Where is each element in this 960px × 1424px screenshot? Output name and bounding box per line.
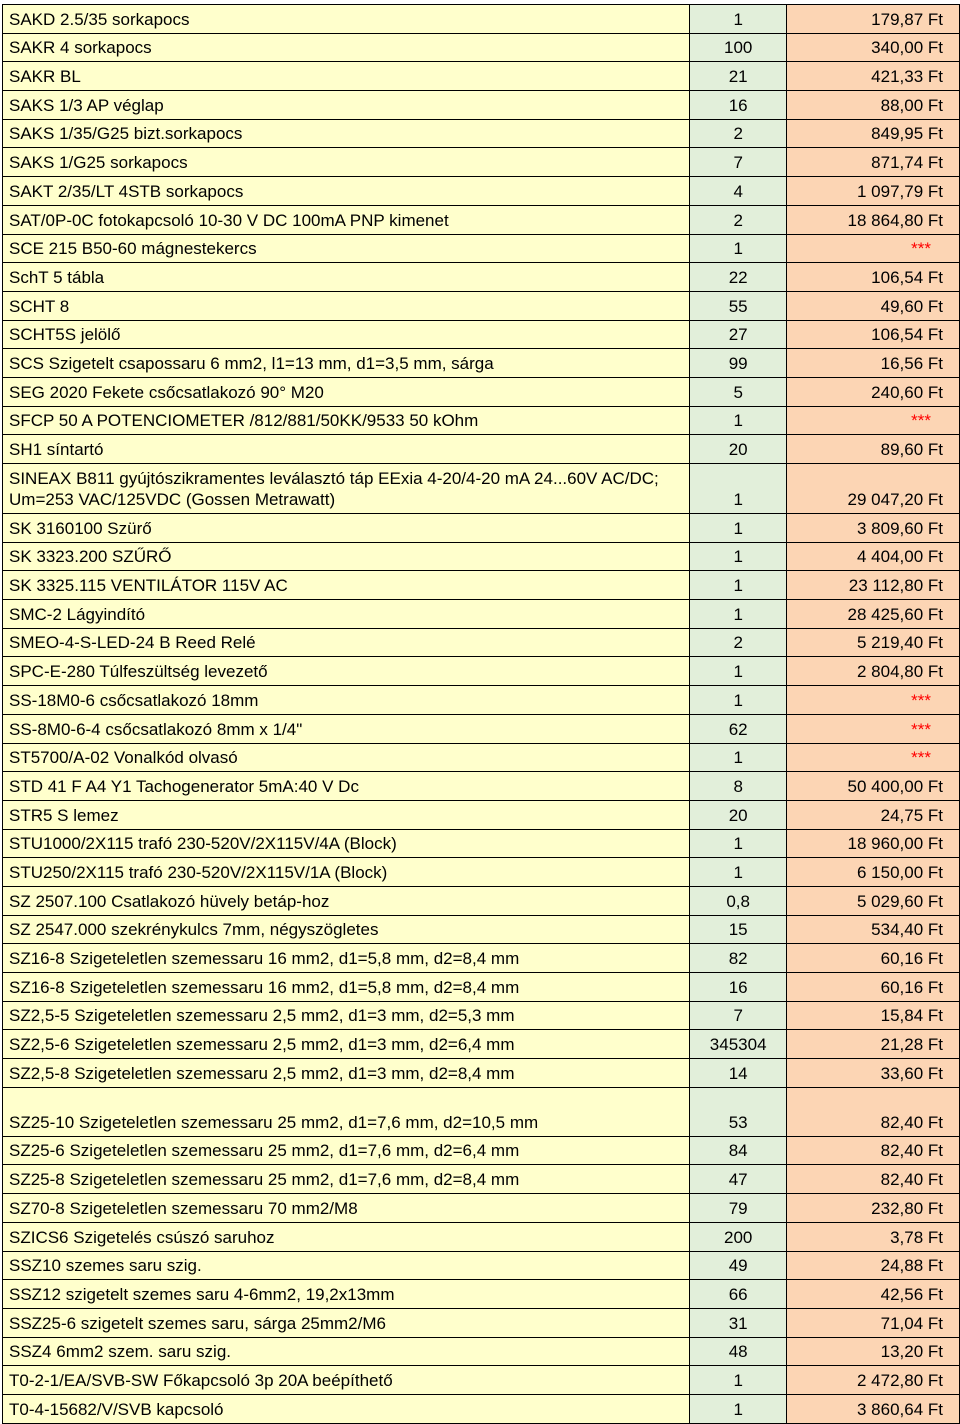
item-quantity-cell: 47: [689, 1165, 786, 1194]
item-price-cell: 82,40 Ft: [787, 1087, 960, 1136]
table-row: [3, 291, 960, 320]
item-name-cell: STU1000/2X115 trafó 230-520V/2X115V/4A (Block): [3, 829, 690, 858]
item-quantity-cell: 49: [689, 1251, 786, 1280]
table-row: [3, 406, 960, 435]
table-row: [3, 714, 960, 743]
table-row: [3, 1394, 960, 1423]
item-quantity-cell: 48: [689, 1337, 786, 1366]
item-quantity-cell: 15: [689, 915, 786, 944]
item-name-cell: SCS Szigetelt csapossaru 6 mm2, l1=13 mm, d1=3,5 mm, sárga: [3, 349, 690, 378]
item-price-cell: 24,88 Ft: [787, 1251, 960, 1280]
table-row: [3, 234, 960, 263]
table-row: [3, 1366, 960, 1395]
item-price-cell: 5 029,60 Ft: [787, 886, 960, 915]
table-row: [3, 1001, 960, 1030]
table-row: [3, 1136, 960, 1165]
item-price-cell: 1 097,79 Ft: [787, 177, 960, 206]
item-name-cell: SZ2,5-6 Szigeteletlen szemessaru 2,5 mm2, d1=3 mm, d2=6,4 mm: [3, 1030, 690, 1059]
item-price-cell: 23 112,80 Ft: [787, 571, 960, 600]
table-body: [3, 5, 960, 1424]
table-row: [3, 800, 960, 829]
item-name-cell: SEG 2020 Fekete csőcsatlakozó 90° M20: [3, 377, 690, 406]
table-row: [3, 377, 960, 406]
item-price-cell: 82,40 Ft: [787, 1136, 960, 1165]
item-quantity-cell: 1: [689, 1394, 786, 1423]
item-name-cell: SZ16-8 Szigeteletlen szemessaru 16 mm2, d1=5,8 mm, d2=8,4 mm: [3, 944, 690, 973]
item-price-cell: ***: [787, 234, 960, 263]
item-name-cell: SCHT5S jelölő: [3, 320, 690, 349]
table-row: [3, 628, 960, 657]
item-quantity-cell: 62: [689, 714, 786, 743]
item-price-cell: 16,56 Ft: [787, 349, 960, 378]
item-quantity-cell: 345304: [689, 1030, 786, 1059]
item-quantity-cell: 1: [689, 571, 786, 600]
table-row: [3, 657, 960, 686]
table-row: [3, 205, 960, 234]
item-name-cell: SAKT 2/35/LT 4STB sorkapocs: [3, 177, 690, 206]
item-name-cell: SS-8M0-6-4 csőcsatlakozó 8mm x 1/4": [3, 714, 690, 743]
item-price-cell: 2 472,80 Ft: [787, 1366, 960, 1395]
item-price-cell: 49,60 Ft: [787, 291, 960, 320]
item-name-cell: ST5700/A-02 Vonalkód olvasó: [3, 743, 690, 772]
item-price-cell: ***: [787, 686, 960, 715]
item-name-cell: SH1 síntartó: [3, 435, 690, 464]
item-quantity-cell: 1: [689, 514, 786, 543]
item-quantity-cell: 31: [689, 1308, 786, 1337]
item-price-cell: ***: [787, 743, 960, 772]
item-name-cell: SAKS 1/35/G25 bizt.sorkapocs: [3, 119, 690, 148]
parts-price-table: [2, 4, 960, 1424]
item-name-cell: SZ25-10 Szigeteletlen szemessaru 25 mm2, d1=7,6 mm, d2=10,5 mm: [3, 1087, 690, 1136]
item-name-cell: SMC-2 Lágyindító: [3, 600, 690, 629]
item-price-cell: 13,20 Ft: [787, 1337, 960, 1366]
item-price-cell: 33,60 Ft: [787, 1059, 960, 1088]
item-quantity-cell: 7: [689, 148, 786, 177]
table-row: [3, 514, 960, 543]
item-quantity-cell: 1: [689, 406, 786, 435]
item-name-cell: SCHT 8: [3, 291, 690, 320]
item-name-cell: T0-2-1/EA/SVB-SW Főkapcsoló 3p 20A beépíthető: [3, 1366, 690, 1395]
item-quantity-cell: 82: [689, 944, 786, 973]
item-price-cell: 88,00 Ft: [787, 91, 960, 120]
item-quantity-cell: 21: [689, 62, 786, 91]
item-price-cell: 18 960,00 Ft: [787, 829, 960, 858]
item-quantity-cell: 1: [689, 829, 786, 858]
table-row: [3, 571, 960, 600]
item-name-cell: SK 3323.200 SZŰRŐ: [3, 542, 690, 571]
item-price-cell: ***: [787, 406, 960, 435]
item-price-cell: 18 864,80 Ft: [787, 205, 960, 234]
item-name-cell: SZ2,5-8 Szigeteletlen szemessaru 2,5 mm2, d1=3 mm, d2=8,4 mm: [3, 1059, 690, 1088]
table-row: [3, 858, 960, 887]
item-name-cell: SchT 5 tábla: [3, 263, 690, 292]
item-name-cell: STD 41 F A4 Y1 Tachogenerator 5mA:40 V Dc: [3, 772, 690, 801]
item-price-cell: 240,60 Ft: [787, 377, 960, 406]
item-price-cell: 89,60 Ft: [787, 435, 960, 464]
item-name-cell: SZ2,5-5 Szigeteletlen szemessaru 2,5 mm2, d1=3 mm, d2=5,3 mm: [3, 1001, 690, 1030]
item-price-cell: 4 404,00 Ft: [787, 542, 960, 571]
item-name-cell: SS-18M0-6 csőcsatlakozó 18mm: [3, 686, 690, 715]
item-price-cell: 3 809,60 Ft: [787, 514, 960, 543]
item-name-cell: SZ25-8 Szigeteletlen szemessaru 25 mm2, d1=7,6 mm, d2=8,4 mm: [3, 1165, 690, 1194]
item-price-cell: 71,04 Ft: [787, 1308, 960, 1337]
table-row: [3, 1030, 960, 1059]
table-row: [3, 33, 960, 62]
item-name-cell: SFCP 50 A POTENCIOMETER /812/881/50KK/9533 50 kOhm: [3, 406, 690, 435]
table-row: [3, 119, 960, 148]
table-row: [3, 1222, 960, 1251]
table-row: [3, 743, 960, 772]
item-name-cell: STU250/2X115 trafó 230-520V/2X115V/1A (Block): [3, 858, 690, 887]
item-quantity-cell: 100: [689, 33, 786, 62]
item-quantity-cell: 16: [689, 91, 786, 120]
table-row: [3, 1165, 960, 1194]
table-row: [3, 886, 960, 915]
item-quantity-cell: 1: [689, 686, 786, 715]
item-quantity-cell: 66: [689, 1280, 786, 1309]
item-quantity-cell: 84: [689, 1136, 786, 1165]
item-price-cell: 849,95 Ft: [787, 119, 960, 148]
table-row: [3, 349, 960, 378]
item-quantity-cell: 8: [689, 772, 786, 801]
item-quantity-cell: 1: [689, 464, 786, 514]
item-name-cell: SZ 2507.100 Csatlakozó hüvely betáp-hoz: [3, 886, 690, 915]
item-quantity-cell: 27: [689, 320, 786, 349]
item-name-cell: SSZ4 6mm2 szem. saru szig.: [3, 1337, 690, 1366]
item-price-cell: 15,84 Ft: [787, 1001, 960, 1030]
item-quantity-cell: 55: [689, 291, 786, 320]
item-price-cell: 3 860,64 Ft: [787, 1394, 960, 1423]
table-row: [3, 1251, 960, 1280]
item-quantity-cell: 1: [689, 5, 786, 34]
item-quantity-cell: 79: [689, 1194, 786, 1223]
item-price-cell: 232,80 Ft: [787, 1194, 960, 1223]
item-price-cell: 421,33 Ft: [787, 62, 960, 91]
table-row: [3, 464, 960, 514]
table-row: [3, 62, 960, 91]
table-row: [3, 915, 960, 944]
item-price-cell: 50 400,00 Ft: [787, 772, 960, 801]
item-quantity-cell: 1: [689, 858, 786, 887]
item-price-cell: 871,74 Ft: [787, 148, 960, 177]
item-quantity-cell: 2: [689, 119, 786, 148]
item-price-cell: 3,78 Ft: [787, 1222, 960, 1251]
item-quantity-cell: 4: [689, 177, 786, 206]
item-name-cell: SPC-E-280 Túlfeszültség levezető: [3, 657, 690, 686]
item-name-cell: SMEO-4-S-LED-24 B Reed Relé: [3, 628, 690, 657]
item-quantity-cell: 53: [689, 1087, 786, 1136]
item-quantity-cell: 20: [689, 435, 786, 464]
item-price-cell: 5 219,40 Ft: [787, 628, 960, 657]
table-row: [3, 1059, 960, 1088]
item-quantity-cell: 16: [689, 973, 786, 1002]
table-row: [3, 320, 960, 349]
item-name-cell: SZ25-6 Szigeteletlen szemessaru 25 mm2, d1=7,6 mm, d2=6,4 mm: [3, 1136, 690, 1165]
item-price-cell: ***: [787, 714, 960, 743]
item-price-cell: 24,75 Ft: [787, 800, 960, 829]
item-quantity-cell: 7: [689, 1001, 786, 1030]
item-price-cell: 179,87 Ft: [787, 5, 960, 34]
item-quantity-cell: 20: [689, 800, 786, 829]
table-row: [3, 177, 960, 206]
item-name-cell: SK 3160100 Szürő: [3, 514, 690, 543]
item-name-cell: SSZ10 szemes saru szig.: [3, 1251, 690, 1280]
item-name-cell: SSZ12 szigetelt szemes saru 4-6mm2, 19,2x13mm: [3, 1280, 690, 1309]
item-name-cell: SINEAX B811 gyújtószikramentes leválasztó táp EExia 4-20/4-20 mA 24...60V AC/DC; Um=253 VAC/125VDC (Gossen Metrawatt): [3, 464, 690, 514]
item-quantity-cell: 2: [689, 205, 786, 234]
item-quantity-cell: 22: [689, 263, 786, 292]
item-price-cell: 42,56 Ft: [787, 1280, 960, 1309]
table-row: [3, 772, 960, 801]
item-price-cell: 106,54 Ft: [787, 320, 960, 349]
item-name-cell: SZ16-8 Szigeteletlen szemessaru 16 mm2, d1=5,8 mm, d2=8,4 mm: [3, 973, 690, 1002]
item-name-cell: SZ 2547.000 szekrénykulcs 7mm, négyszögletes: [3, 915, 690, 944]
item-quantity-cell: 5: [689, 377, 786, 406]
item-quantity-cell: 1: [689, 600, 786, 629]
item-price-cell: 340,00 Ft: [787, 33, 960, 62]
item-quantity-cell: 1: [689, 657, 786, 686]
item-name-cell: SCE 215 B50-60 mágnestekercs: [3, 234, 690, 263]
item-price-cell: 60,16 Ft: [787, 973, 960, 1002]
item-quantity-cell: 14: [689, 1059, 786, 1088]
item-quantity-cell: 1: [689, 542, 786, 571]
item-price-cell: 29 047,20 Ft: [787, 464, 960, 514]
table-row: [3, 1280, 960, 1309]
item-price-cell: 6 150,00 Ft: [787, 858, 960, 887]
item-name-cell: STR5 S lemez: [3, 800, 690, 829]
table-row: [3, 435, 960, 464]
item-price-cell: 534,40 Ft: [787, 915, 960, 944]
table-row: [3, 91, 960, 120]
table-row: [3, 1308, 960, 1337]
item-quantity-cell: 200: [689, 1222, 786, 1251]
table-row: [3, 600, 960, 629]
item-price-cell: 106,54 Ft: [787, 263, 960, 292]
item-name-cell: SAT/0P-0C fotokapcsoló 10-30 V DC 100mA PNP kimenet: [3, 205, 690, 234]
item-quantity-cell: 0,8: [689, 886, 786, 915]
item-price-cell: 82,40 Ft: [787, 1165, 960, 1194]
table-row: [3, 829, 960, 858]
item-name-cell: SAKR 4 sorkapocs: [3, 33, 690, 62]
item-name-cell: SAKS 1/G25 sorkapocs: [3, 148, 690, 177]
item-quantity-cell: 99: [689, 349, 786, 378]
table-row: [3, 1087, 960, 1136]
table-row: [3, 148, 960, 177]
table-row: [3, 973, 960, 1002]
item-name-cell: T0-4-15682/V/SVB kapcsoló: [3, 1394, 690, 1423]
item-name-cell: SZ70-8 Szigeteletlen szemessaru 70 mm2/M8: [3, 1194, 690, 1223]
table-row: [3, 686, 960, 715]
table-row: [3, 5, 960, 34]
table-row: [3, 944, 960, 973]
item-name-cell: SAKR BL: [3, 62, 690, 91]
item-price-cell: 2 804,80 Ft: [787, 657, 960, 686]
item-price-cell: 60,16 Ft: [787, 944, 960, 973]
item-name-cell: SSZ25-6 szigetelt szemes saru, sárga 25mm2/M6: [3, 1308, 690, 1337]
item-quantity-cell: 2: [689, 628, 786, 657]
item-quantity-cell: 1: [689, 1366, 786, 1395]
table-row: [3, 263, 960, 292]
table-row: [3, 542, 960, 571]
item-name-cell: SAKS 1/3 AP véglap: [3, 91, 690, 120]
item-price-cell: 21,28 Ft: [787, 1030, 960, 1059]
item-quantity-cell: 1: [689, 234, 786, 263]
item-name-cell: SAKD 2.5/35 sorkapocs: [3, 5, 690, 34]
item-name-cell: SZICS6 Szigetelés csúszó saruhoz: [3, 1222, 690, 1251]
item-price-cell: 28 425,60 Ft: [787, 600, 960, 629]
item-quantity-cell: 1: [689, 743, 786, 772]
item-name-cell: SK 3325.115 VENTILÁTOR 115V AC: [3, 571, 690, 600]
table-row: [3, 1337, 960, 1366]
table-row: [3, 1194, 960, 1223]
